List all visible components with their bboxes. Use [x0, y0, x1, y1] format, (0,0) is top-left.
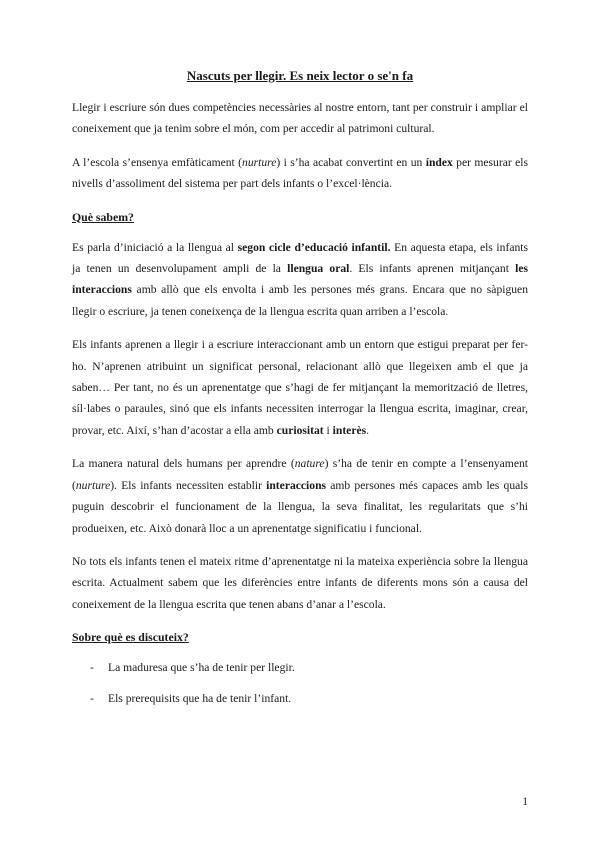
text-run: ) i s’ha acabat convertint en un — [276, 155, 426, 169]
text-run: i — [323, 423, 333, 437]
bold-term: curiositat — [276, 423, 324, 437]
paragraph-intro-text: Llegir i escriure són dues competències necessàries al nostre entorn, tant per construir i ampliar el coneixement que ja tenim sobre el món, com per accedir al patrimoni cultural. — [72, 101, 528, 136]
text-run: ) s’ha de tenir en compte a l’ensenyament ( — [72, 457, 528, 492]
paragraph-intro — [72, 97, 528, 140]
heading-que-sabem: Què sabem? — [72, 209, 134, 224]
italic-term: nurture — [242, 155, 277, 169]
list-item-text: La maduresa que s’ha de tenir per llegir. — [108, 661, 295, 675]
text-run: ). Els infants necessiten establir — [110, 478, 267, 492]
text-run: . Els infants aprenen mitjançant — [349, 262, 516, 276]
bold-term: segon cicle d’educació infantil. — [237, 240, 391, 254]
list-item-text: Els prerequisits que ha de tenir l’infant. — [108, 692, 292, 706]
dash-bullet: - — [90, 692, 94, 706]
document-page — [72, 68, 528, 719]
list-item — [72, 657, 528, 678]
text-run: No tots els infants tenen el mateix ritme d’aprenentatge ni la mateixa experiència sobre la llengua escrita. Actualment sabem que les diferències entre infants de diferents mons són a causa del coneixement de la llengua escrita que tenen abans d’anar a l’escola. — [72, 554, 528, 611]
text-run: amb allò que els envolta i amb les persones més grans. Encara que no sàpiguen llegir o escriure, ja tenen coneixença de la llengua escrita quan arriben a l’escola. — [72, 283, 528, 318]
dash-bullet: - — [90, 661, 94, 675]
paragraph-school — [72, 152, 528, 195]
text-run: Es parla d’iniciació a la llengua al — [72, 240, 238, 254]
list-item — [72, 688, 528, 709]
bold-term: llengua oral — [287, 262, 350, 276]
bold-term: índex — [425, 155, 453, 169]
italic-term: nature — [294, 457, 325, 471]
text-run: amb persones més capaces amb les quals puguin descobrir el funcionament de la llengua, la seva finalitat, les regularitats que s’hi produeixen, etc. Això donarà lloc a un aprenentatge significatiu i funcional. — [72, 478, 528, 535]
text-run: Els infants aprenen a llegir i a escriure interaccionant amb un entorn que estigui preparat per fer-ho. N’aprenen atribuint un significat personal, relacionant allò que llegeixen amb el que ja saben… Per tant, no és un aprenentatge que s’hagi de fer mitjançant la memorització de lletres, síl·labes o paraules, sinó que els infants necessiten interrogar la llengua escrita, imaginar, crear, provar, etc. Així, s’han d’acostar a ella amb — [72, 338, 528, 437]
paragraph-ritme — [72, 551, 528, 615]
paragraph-aprenen — [72, 334, 528, 441]
bold-term: interaccions — [266, 478, 327, 492]
heading-sobre-que: Sobre què es discuteix? — [72, 630, 189, 645]
text-run: . — [366, 423, 370, 437]
paragraph-iniciacio — [72, 237, 528, 323]
document-title: Nascuts per llegir. Es neix lector o se'n fa — [186, 68, 414, 83]
discussion-list — [72, 657, 528, 709]
text-run: La manera natural dels humans per aprendre ( — [72, 457, 295, 471]
bold-term: interès — [332, 423, 367, 437]
bold-term: les interaccions — [72, 262, 529, 297]
page-number: 1 — [522, 795, 528, 808]
text-run: A l’escola s’ensenya emfàticament ( — [72, 155, 243, 169]
italic-term: nurture — [75, 478, 111, 492]
text-run: per mesurar els nivells d’assoliment del sistema per part dels infants o l’excel·lència. — [72, 155, 528, 191]
text-run: En aquesta etapa, els infants ja tenen un desenvolupament ampli de la — [72, 240, 528, 276]
paragraph-manera-natural — [72, 453, 528, 539]
